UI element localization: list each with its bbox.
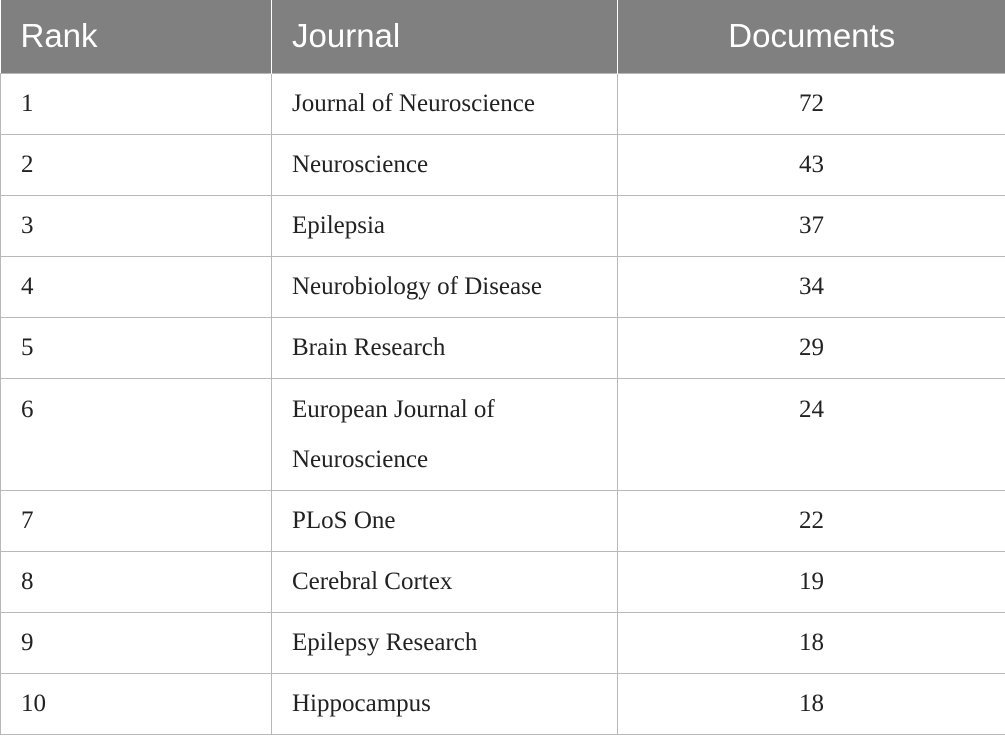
table-row bbox=[1, 73, 1005, 134]
table-row bbox=[1, 317, 1005, 378]
documents-cell: 24 bbox=[618, 378, 1005, 490]
rank-cell: 6 bbox=[1, 378, 272, 490]
journal-cell: Hippocampus bbox=[272, 673, 618, 734]
documents-cell: 18 bbox=[618, 612, 1005, 673]
rank-cell: 5 bbox=[1, 317, 272, 378]
documents-cell: 19 bbox=[618, 551, 1005, 612]
table-row bbox=[1, 490, 1005, 551]
table-row bbox=[1, 195, 1005, 256]
journal-cell: Journal of Neuroscience bbox=[272, 73, 618, 134]
rank-cell: 4 bbox=[1, 256, 272, 317]
journal-cell: Neuroscience bbox=[272, 134, 618, 195]
header-rank: Rank bbox=[1, 0, 272, 73]
documents-cell: 72 bbox=[618, 73, 1005, 134]
journal-cell: Cerebral Cortex bbox=[272, 551, 618, 612]
journal-cell: Neurobiology of Disease bbox=[272, 256, 618, 317]
documents-cell: 43 bbox=[618, 134, 1005, 195]
table-row bbox=[1, 378, 1005, 490]
rank-cell: 1 bbox=[1, 73, 272, 134]
table-row bbox=[1, 134, 1005, 195]
table-row bbox=[1, 673, 1005, 734]
rank-cell: 8 bbox=[1, 551, 272, 612]
documents-cell: 18 bbox=[618, 673, 1005, 734]
table-row bbox=[1, 256, 1005, 317]
journal-cell: European Journal of Neuroscience bbox=[272, 378, 618, 490]
table-body bbox=[1, 73, 1005, 734]
journal-cell: Epilepsia bbox=[272, 195, 618, 256]
documents-cell: 22 bbox=[618, 490, 1005, 551]
journal-cell: PLoS One bbox=[272, 490, 618, 551]
rank-cell: 2 bbox=[1, 134, 272, 195]
rank-cell: 10 bbox=[1, 673, 272, 734]
journal-cell: Brain Research bbox=[272, 317, 618, 378]
journal-cell: Epilepsy Research bbox=[272, 612, 618, 673]
documents-cell: 29 bbox=[618, 317, 1005, 378]
header-row bbox=[1, 0, 1005, 73]
table-row bbox=[1, 612, 1005, 673]
table-header bbox=[1, 0, 1005, 73]
documents-cell: 34 bbox=[618, 256, 1005, 317]
header-journal: Journal bbox=[272, 0, 618, 73]
rank-cell: 3 bbox=[1, 195, 272, 256]
rank-cell: 9 bbox=[1, 612, 272, 673]
documents-cell: 37 bbox=[618, 195, 1005, 256]
header-documents: Documents bbox=[618, 0, 1005, 73]
rank-cell: 7 bbox=[1, 490, 272, 551]
table-row bbox=[1, 551, 1005, 612]
